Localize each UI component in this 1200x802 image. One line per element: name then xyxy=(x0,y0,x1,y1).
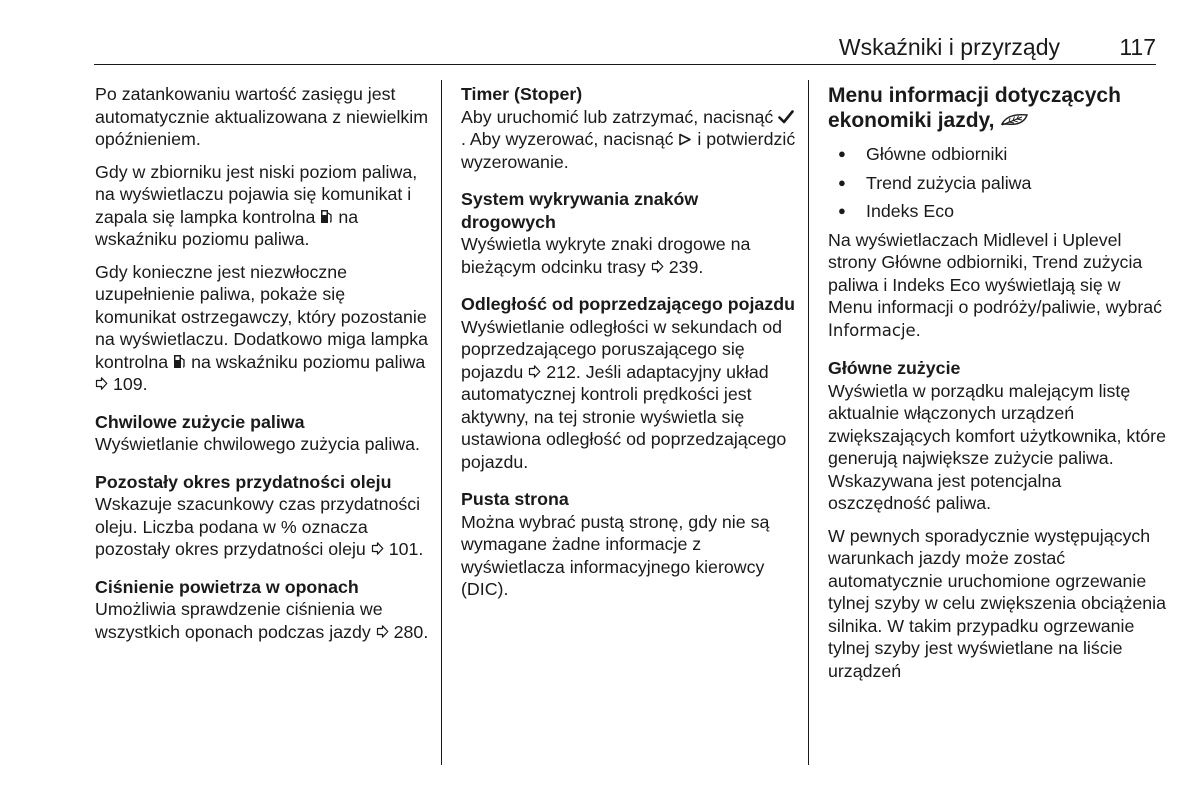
heading-oil-life: Pozostały okres przydatności oleju xyxy=(95,471,392,492)
section-tire-pressure xyxy=(95,576,430,644)
list-item: ● Główne odbiorniki xyxy=(828,143,1168,166)
paragraph-traffic-sign: Wyświetla wykryte znaki drogowe na bieżącym odcinku trasy 239. xyxy=(461,234,751,277)
see-page-arrow-icon xyxy=(376,625,389,638)
paragraph-instant-consumption: Wyświetlanie chwilowego zużycia paliwa. xyxy=(95,434,420,454)
menu-label-informacje: Informacje xyxy=(828,320,916,340)
header-rule xyxy=(94,64,1156,65)
column-divider-1 xyxy=(441,80,442,765)
heading-blank-page: Pusta strona xyxy=(461,489,569,509)
heading-eco-menu: Menu informacji dotyczących ekonomiki jazdy, xyxy=(828,84,1121,132)
paragraph-main-consumers: Wyświetla w porządku malejącym listę aktualnie włączonych urządzeń zwiększających komfort użytkownika, które generują największe zużycie paliwa. Wskazywana jest potencjalna oszczędność paliwa. xyxy=(828,380,1166,513)
section-traffic-sign xyxy=(461,188,796,278)
heading-instant-consumption: Chwilowe zużycie paliwa xyxy=(95,411,305,432)
paragraph-following-distance: Wyświetlanie odległości w sekundach od poprzedzającego poruszającego się pojazdu 212. Jeśli adaptacyjny układ automatycznej kontroli prędkości jest aktywny, na tej stronie wyświetla się ustawiona odległość od poprzedzającego pojazdu. xyxy=(461,316,787,472)
section-following-distance xyxy=(461,293,796,473)
heading-tire-pressure: Ciśnienie powietrza w oponach xyxy=(95,576,359,597)
see-page-arrow-icon xyxy=(95,377,108,390)
heading-traffic-sign: System wykrywania znaków drogowych xyxy=(461,189,699,232)
paragraph-low-fuel: Gdy w zbiorniku jest niski poziom paliwa, na wyświetlaczu pojawia się komunikat i zapala się lampka kontrolna na wskaźniku poziomu paliwa. xyxy=(95,161,418,249)
list-item: ● Indeks Eco xyxy=(828,200,1168,223)
check-icon xyxy=(778,110,794,124)
column-2 xyxy=(461,83,796,611)
see-page-arrow-icon xyxy=(528,365,541,378)
paragraph-oil-life: Wskazuje szacunkowy czas przydatności oleju. Liczba podana w % oznacza pozostały okres przydatności oleju 101. xyxy=(95,494,424,559)
fuel-pump-icon xyxy=(173,354,186,369)
section-timer xyxy=(461,83,796,173)
section-main-consumers xyxy=(828,357,1168,682)
heading-main-consumers: Główne zużycie xyxy=(828,358,961,378)
paragraph-tire-pressure: Umożliwia sprawdzenie ciśnienia we wszystkich oponach podczas jazdy 280. xyxy=(95,599,429,642)
fuel-pump-icon xyxy=(320,209,333,224)
column-3 xyxy=(828,83,1168,692)
see-page-arrow-icon xyxy=(651,260,664,273)
paragraph-refuel-warning: Gdy konieczne jest niezwłoczne uzupełnienie paliwa, pokaże się komunikat ostrzegawczy, który pozostanie na wyświetlaczu. Dodatkowo miga lampka kontrolna na wskaźniku poziomu paliwa 109. xyxy=(95,261,429,394)
heading-following-distance: Odległość od poprzedzającego pojazdu xyxy=(461,294,795,314)
paragraph-eco-display: Na wyświetlaczach Midlevel i Uplevel strony Główne odbiorniki, Trend zużycia paliwa i Indeks Eco wyświetlają się w Menu informacji o podróży/paliwie, wybrać Informacje. xyxy=(828,229,1163,340)
page-number: 117 xyxy=(1119,34,1156,60)
list-item: ● Trend zużycia paliwa xyxy=(828,172,1168,195)
paragraph-timer: Aby uruchomić lub zatrzymać, nacisnąć . Aby wyzerować, nacisnąć i potwierdzić wyzerowanie. xyxy=(461,106,796,172)
paragraph-range-update: Po zatankowaniu wartość zasięgu jest automatycznie aktualizowana z niewielkim opóźnieniem. xyxy=(95,84,429,149)
section-oil-life xyxy=(95,471,430,561)
play-triangle-icon xyxy=(678,133,692,146)
column-divider-2 xyxy=(808,80,809,765)
page-header-title: Wskaźniki i przyrządy xyxy=(838,34,1060,60)
see-page-arrow-icon xyxy=(371,542,384,555)
eco-pages-list xyxy=(828,143,1168,223)
paragraph-rear-window-heating: W pewnych sporadycznie występujących warunkach jazdy może zostać automatycznie uruchomione ogrzewanie tylnej szyby w celu zwiększenia obciążenia silnika. W takim przypadku ogrzewanie tylnej szyby jest wyświetlane na liście urządzeń xyxy=(828,525,1167,681)
column-1 xyxy=(95,83,430,653)
section-blank-page xyxy=(461,488,796,601)
eco-leaf-icon xyxy=(1000,112,1030,128)
heading-timer: Timer (Stoper) xyxy=(461,84,583,104)
section-instant-consumption xyxy=(95,411,430,456)
paragraph-blank-page: Można wybrać pustą stronę, gdy nie są wymagane żadne informacje z wyświetlacza informacyjnego kierowcy (DIC). xyxy=(461,511,770,599)
